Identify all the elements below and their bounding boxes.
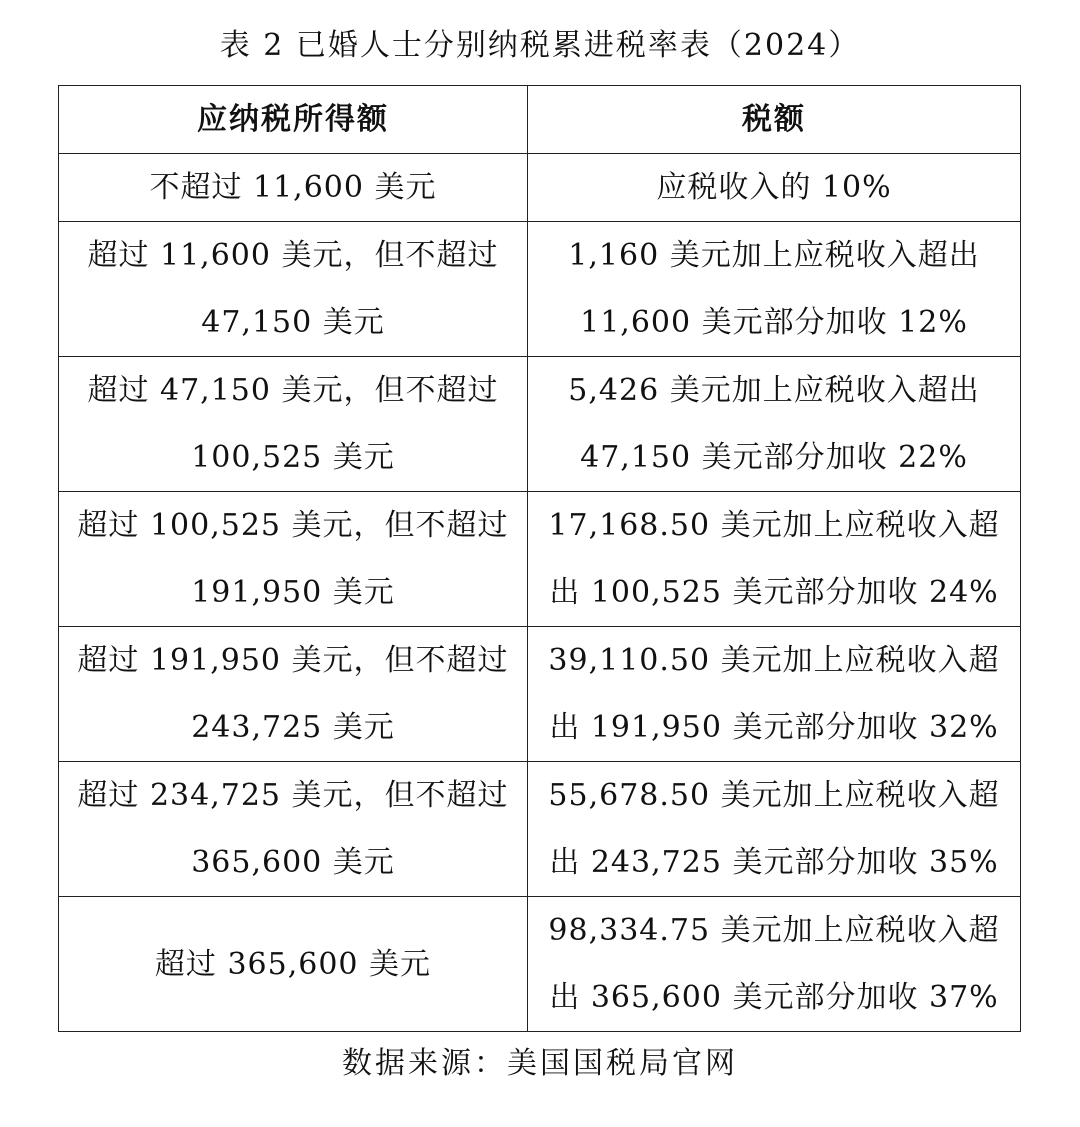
table-row bbox=[59, 897, 1021, 1032]
table-header-row bbox=[59, 86, 1021, 154]
tax-line: 47,150 美元部分加收 22% bbox=[580, 440, 968, 475]
income-cell bbox=[59, 492, 528, 627]
income-cell bbox=[59, 897, 528, 1032]
tax-line: 5,426 美元加上应税收入超出 bbox=[568, 373, 980, 408]
income-line: 超过 11,600 美元，但不超过 bbox=[87, 238, 499, 273]
income-line: 超过 234,725 美元，但不超过 bbox=[77, 778, 509, 813]
income-line: 243,725 美元 bbox=[191, 710, 395, 745]
income-line: 365,600 美元 bbox=[191, 845, 395, 880]
income-line: 47,150 美元 bbox=[201, 305, 385, 340]
data-source-note: 数据来源：美国国税局官网 bbox=[342, 1046, 738, 1081]
tax-line: 1,160 美元加上应税收入超出 bbox=[568, 238, 980, 273]
tax-line: 55,678.50 美元加上应税收入超 bbox=[548, 778, 1000, 813]
table-caption: 表 2 已婚人士分别纳税累进税率表（2024） bbox=[219, 28, 861, 63]
tax-cell bbox=[528, 492, 1021, 627]
table-row bbox=[59, 492, 1021, 627]
tax-cell bbox=[528, 357, 1021, 492]
income-line: 超过 365,600 美元 bbox=[154, 946, 432, 982]
tax-cell bbox=[528, 154, 1021, 222]
income-line: 超过 191,950 美元，但不超过 bbox=[77, 643, 509, 678]
table-row bbox=[59, 154, 1021, 222]
tax-line: 出 191,950 美元部分加收 32% bbox=[549, 710, 999, 745]
tax-rate-table bbox=[58, 85, 1021, 1032]
table-row bbox=[59, 627, 1021, 762]
income-line: 不超过 11,600 美元 bbox=[149, 170, 437, 205]
tax-line: 出 365,600 美元部分加收 37% bbox=[549, 980, 999, 1015]
tax-line: 出 243,725 美元部分加收 35% bbox=[549, 845, 999, 880]
income-line: 超过 100,525 美元，但不超过 bbox=[77, 508, 509, 543]
header-taxable-income: 应纳税所得额 bbox=[59, 86, 528, 154]
income-line: 191,950 美元 bbox=[191, 575, 395, 610]
tax-line: 17,168.50 美元加上应税收入超 bbox=[548, 508, 1000, 543]
income-cell bbox=[59, 222, 528, 357]
income-line: 超过 47,150 美元，但不超过 bbox=[87, 373, 499, 408]
tax-line: 11,600 美元部分加收 12% bbox=[580, 305, 968, 340]
tax-cell bbox=[528, 222, 1021, 357]
income-cell bbox=[59, 357, 528, 492]
table-row bbox=[59, 357, 1021, 492]
tax-cell bbox=[528, 627, 1021, 762]
tax-line: 出 100,525 美元部分加收 24% bbox=[549, 575, 999, 610]
table-row bbox=[59, 762, 1021, 897]
income-cell bbox=[59, 154, 528, 222]
tax-line: 应税收入的 10% bbox=[656, 170, 892, 205]
tax-cell bbox=[528, 897, 1021, 1032]
table-row bbox=[59, 222, 1021, 357]
income-line: 100,525 美元 bbox=[191, 440, 395, 475]
tax-cell bbox=[528, 762, 1021, 897]
income-cell bbox=[59, 627, 528, 762]
header-tax-amount: 税额 bbox=[528, 86, 1021, 154]
income-cell bbox=[59, 762, 528, 897]
tax-line: 98,334.75 美元加上应税收入超 bbox=[548, 913, 1000, 948]
tax-line: 39,110.50 美元加上应税收入超 bbox=[548, 643, 1000, 678]
